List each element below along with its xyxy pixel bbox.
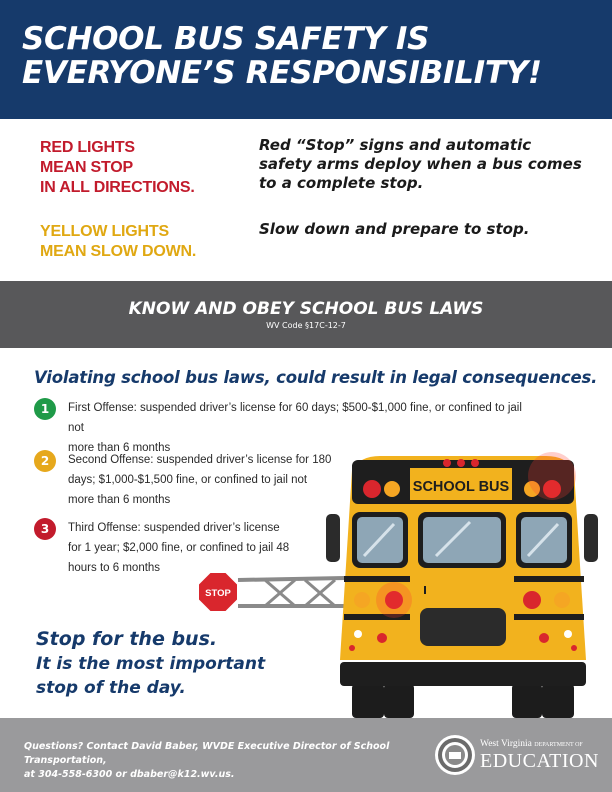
violations-heading: Violating school bus laws, could result in legal consequences.: [34, 368, 598, 387]
stop-arm-icon: [198, 572, 345, 612]
yellow-lights-line-1: YELLOW LIGHTS: [40, 223, 169, 240]
red-lights-line-1: RED LIGHTS: [40, 139, 135, 156]
slogan-line-3: stop of the day.: [36, 678, 186, 698]
contact-info: [24, 740, 404, 782]
offense-3-line-1: Third Offense: suspended driver’s license: [68, 522, 280, 534]
footer: [0, 718, 612, 792]
slogan-line-1: Stop for the bus.: [36, 628, 218, 650]
state-seal-icon: [434, 734, 476, 776]
brand-department: DEPARTMENT OF: [534, 742, 583, 748]
slogan-line-2: It is the most important: [36, 654, 266, 674]
yellow-lights-line-2: MEAN SLOW DOWN.: [40, 243, 197, 260]
offense-2-line-3: more than 6 months: [68, 494, 171, 506]
brand-state: [480, 739, 583, 749]
contact-line-2: at 304-558-6300 or dbaber@k12.wv.us.: [24, 769, 235, 780]
yellow-lights-label: [40, 222, 196, 262]
offense-2-line-1: Second Offense: suspended driver’s license for 180: [68, 454, 332, 466]
red-lights-label: [40, 138, 195, 198]
offense-number-badge: 3: [34, 518, 56, 540]
page-title: [22, 22, 542, 90]
offense-number-badge: 1: [34, 398, 56, 420]
stop-sign-text: STOP: [205, 588, 231, 599]
offense-3-line-3: hours to 6 months: [68, 562, 161, 574]
offense-3-line-2: for 1 year; $2,000 fine, or confined to jail 48: [68, 542, 290, 554]
yellow-lights-description: Slow down and prepare to stop.: [259, 220, 530, 238]
title-line-1: SCHOOL BUS SAFETY IS: [22, 21, 430, 57]
red-lights-line-2: MEAN STOP: [40, 159, 134, 176]
red-lights-description: Red “Stop” signs and automatic safety arms deploy when a bus comes to a complete stop.: [259, 136, 582, 192]
brand-state-name: West Virginia: [480, 739, 532, 749]
offense-2-line-2: days; $1,000-$1,500 fine, or confined to jail not: [68, 474, 308, 486]
title-line-2: EVERYONE’S RESPONSIBILITY!: [22, 55, 542, 91]
offense-1-line-1: First Offense: suspended driver’s license for 60 days; $500-$1,000 fine, or confined to jail not: [68, 402, 522, 434]
brand-education: EDUCATION: [480, 750, 599, 772]
offense-number-badge: 2: [34, 450, 56, 472]
bus-sign-text: SCHOOL BUS: [412, 479, 510, 495]
offense-text: [68, 398, 538, 458]
laws-band: [0, 281, 612, 348]
red-lights-line-3: IN ALL DIRECTIONS.: [40, 179, 195, 196]
offense-1-line-2: more than 6 months: [68, 442, 171, 454]
slogan: [36, 626, 265, 700]
laws-title: KNOW AND OBEY SCHOOL BUS LAWS: [128, 299, 484, 319]
laws-code: WV Code §17C-12-7: [266, 321, 346, 330]
header-banner: [0, 0, 612, 119]
contact-line-1: Questions? Contact David Baber, WVDE Executive Director of School Transportation,: [24, 741, 390, 766]
